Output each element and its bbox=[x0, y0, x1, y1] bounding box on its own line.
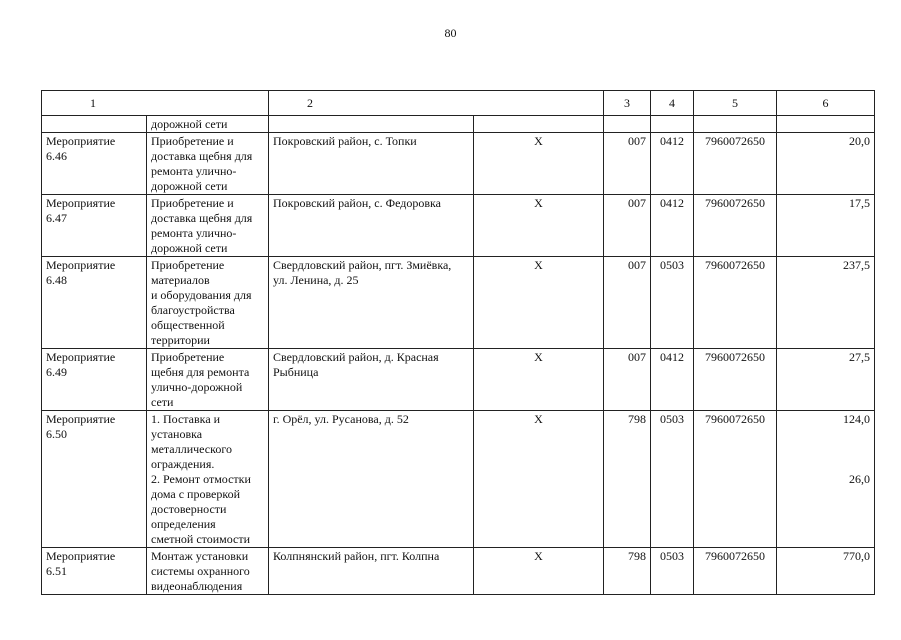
name-cell bbox=[147, 133, 269, 195]
col3-cell bbox=[474, 257, 604, 349]
header-row bbox=[42, 91, 875, 116]
col6-cell-text: 7960072650 bbox=[705, 412, 765, 426]
col6-cell bbox=[694, 411, 777, 548]
name-cell-line: улично-дорожной bbox=[151, 380, 243, 394]
col6-cell-text: 7960072650 bbox=[705, 549, 765, 563]
header-cell-4 bbox=[651, 91, 694, 116]
table-row bbox=[42, 257, 875, 349]
col5-cell-text: 0412 bbox=[660, 196, 684, 210]
col3-cell-text: Х bbox=[534, 258, 543, 272]
col7-cell bbox=[777, 133, 875, 195]
event-cell bbox=[42, 349, 147, 411]
event-cell-line: Мероприятие bbox=[46, 134, 116, 148]
name-cell-line: сметной стоимости bbox=[151, 532, 251, 546]
location-cell-line: Колпнянский район, пгт. Колпна bbox=[273, 549, 440, 563]
col6-cell-text: 7960072650 bbox=[705, 134, 765, 148]
col5-cell bbox=[651, 116, 694, 133]
col5-cell bbox=[651, 349, 694, 411]
col4-cell bbox=[604, 349, 651, 411]
name-cell-line: благоустройства bbox=[151, 303, 235, 317]
name-cell bbox=[147, 257, 269, 349]
col3-cell bbox=[474, 411, 604, 548]
col3-cell bbox=[474, 195, 604, 257]
header-6-text: 6 bbox=[822, 95, 829, 110]
col4-cell bbox=[604, 195, 651, 257]
header-2-text: 2 bbox=[307, 95, 313, 110]
location-cell bbox=[269, 133, 474, 195]
col3-cell bbox=[474, 349, 604, 411]
location-cell-line: Свердловский район, пгт. Змиёвка, bbox=[273, 258, 452, 272]
name-cell-line: дорожной сети bbox=[151, 179, 228, 193]
name-cell bbox=[147, 116, 269, 133]
name-cell-line: 2. Ремонт отмостки bbox=[151, 472, 251, 486]
location-cell-line: Покровский район, с. Федоровка bbox=[273, 196, 441, 210]
name-cell-line: дорожной сети bbox=[151, 241, 228, 255]
event-cell-line: Мероприятие bbox=[46, 196, 116, 210]
col7-cell-line: 237,5 bbox=[843, 258, 870, 272]
col7-cell-line: 20,0 bbox=[849, 134, 870, 148]
col3-cell-text: Х bbox=[534, 549, 543, 563]
col4-cell-text: 798 bbox=[628, 549, 646, 563]
name-cell-line: достоверности bbox=[151, 502, 227, 516]
location-cell-line: г. Орёл, ул. Русанова, д. 52 bbox=[273, 412, 409, 426]
name-cell-line: доставка щебня для bbox=[151, 149, 253, 163]
col3-cell-text: Х bbox=[534, 412, 543, 426]
name-cell-line: ремонта улично- bbox=[151, 226, 237, 240]
page-number: 80 bbox=[444, 26, 457, 40]
col5-cell bbox=[651, 548, 694, 595]
col4-cell bbox=[604, 116, 651, 133]
location-cell bbox=[269, 411, 474, 548]
table-row bbox=[42, 133, 875, 195]
event-cell bbox=[42, 195, 147, 257]
col4-cell bbox=[604, 133, 651, 195]
col7-cell bbox=[777, 548, 875, 595]
name-cell-line: дорожной сети bbox=[151, 117, 228, 131]
col6-cell bbox=[694, 548, 777, 595]
event-cell bbox=[42, 411, 147, 548]
event-cell bbox=[42, 116, 147, 133]
col6-cell-text: 7960072650 bbox=[705, 258, 765, 272]
name-cell-line: Приобретение и bbox=[151, 134, 234, 148]
event-cell-line: 6.51 bbox=[46, 564, 67, 578]
name-cell-line: видеонаблюдения bbox=[151, 579, 243, 593]
col7-cell-line: 27,5 bbox=[849, 350, 870, 364]
col6-cell-text: 7960072650 bbox=[705, 350, 765, 364]
col3-cell-text: Х bbox=[534, 196, 543, 210]
col4-cell-text: 798 bbox=[628, 412, 646, 426]
col7-cell bbox=[777, 349, 875, 411]
name-cell-line: Приобретение и bbox=[151, 196, 234, 210]
col7-cell-line: 17,5 bbox=[849, 196, 870, 210]
event-cell-line: Мероприятие bbox=[46, 412, 116, 426]
col7-cell bbox=[777, 411, 875, 548]
table-row-continuation bbox=[42, 116, 875, 133]
col6-cell bbox=[694, 116, 777, 133]
col6-cell bbox=[694, 349, 777, 411]
event-cell bbox=[42, 548, 147, 595]
name-cell-line: дома с проверкой bbox=[151, 487, 241, 501]
col6-cell bbox=[694, 257, 777, 349]
event-cell-line: 6.48 bbox=[46, 273, 67, 287]
col5-cell-text: 0503 bbox=[660, 258, 684, 272]
name-cell-line: доставка щебня для bbox=[151, 211, 253, 225]
header-3-text: 3 bbox=[624, 95, 630, 110]
col4-cell bbox=[604, 257, 651, 349]
col6-cell bbox=[694, 195, 777, 257]
header-cell-1 bbox=[42, 91, 269, 116]
col6-cell bbox=[694, 133, 777, 195]
event-cell-line: 6.50 bbox=[46, 427, 67, 441]
name-cell-line: металлического bbox=[151, 442, 232, 456]
name-cell-line: Приобретение bbox=[151, 350, 225, 364]
col5-cell-text: 0412 bbox=[660, 350, 684, 364]
location-cell-line: ул. Ленина, д. 25 bbox=[273, 273, 359, 287]
col4-cell-text: 007 bbox=[628, 258, 646, 272]
col7-cell-line: 26,0 bbox=[849, 472, 870, 486]
name-cell-line: ограждения. bbox=[151, 457, 215, 471]
table-row bbox=[42, 548, 875, 595]
col4-cell-text: 007 bbox=[628, 196, 646, 210]
name-cell-line: определения bbox=[151, 517, 216, 531]
header-4-text: 4 bbox=[669, 95, 675, 110]
col7-cell bbox=[777, 257, 875, 349]
name-cell-line: территории bbox=[151, 333, 210, 347]
name-cell-line: системы охранного bbox=[151, 564, 250, 578]
col5-cell bbox=[651, 411, 694, 548]
name-cell-line: установка bbox=[151, 427, 203, 441]
col4-cell bbox=[604, 548, 651, 595]
name-cell-line: Монтаж установки bbox=[151, 549, 249, 563]
col3-cell-text: Х bbox=[534, 134, 543, 148]
location-cell-line: Свердловский район, д. Красная bbox=[273, 350, 439, 364]
name-cell-line: 1. Поставка и bbox=[151, 412, 221, 426]
name-cell bbox=[147, 349, 269, 411]
col5-cell bbox=[651, 257, 694, 349]
name-cell-line: общественной bbox=[151, 318, 225, 332]
col3-cell bbox=[474, 116, 604, 133]
name-cell bbox=[147, 411, 269, 548]
event-cell-line: Мероприятие bbox=[46, 258, 116, 272]
col3-cell bbox=[474, 133, 604, 195]
col5-cell bbox=[651, 133, 694, 195]
document-table bbox=[41, 90, 875, 595]
col4-cell-text: 007 bbox=[628, 350, 646, 364]
col7-cell bbox=[777, 195, 875, 257]
col7-cell bbox=[777, 116, 875, 133]
header-cell-3 bbox=[604, 91, 651, 116]
col4-cell bbox=[604, 411, 651, 548]
header-cell-5 bbox=[694, 91, 777, 116]
name-cell bbox=[147, 195, 269, 257]
table-body bbox=[42, 116, 875, 595]
table-row bbox=[42, 349, 875, 411]
table-row bbox=[42, 195, 875, 257]
col7-cell-line: 124,0 bbox=[843, 412, 870, 426]
name-cell-line: щебня для ремонта bbox=[151, 365, 250, 379]
col4-cell-text: 007 bbox=[628, 134, 646, 148]
col5-cell bbox=[651, 195, 694, 257]
event-cell-line: 6.49 bbox=[46, 365, 67, 379]
name-cell-line: и оборудования для bbox=[151, 288, 252, 302]
col5-cell-text: 0412 bbox=[660, 134, 684, 148]
location-cell bbox=[269, 548, 474, 595]
col5-cell-text: 0503 bbox=[660, 549, 684, 563]
name-cell-line: материалов bbox=[151, 273, 210, 287]
event-cell-line: Мероприятие bbox=[46, 350, 116, 364]
name-cell-line: сети bbox=[151, 395, 174, 409]
col3-cell-text: Х bbox=[534, 350, 543, 364]
location-cell bbox=[269, 195, 474, 257]
location-cell bbox=[269, 257, 474, 349]
event-cell bbox=[42, 133, 147, 195]
header-cell-6 bbox=[777, 91, 875, 116]
header-5-text: 5 bbox=[732, 95, 738, 110]
name-cell bbox=[147, 548, 269, 595]
name-cell-line: Приобретение bbox=[151, 258, 225, 272]
name-cell-line: ремонта улично- bbox=[151, 164, 237, 178]
table-row bbox=[42, 411, 875, 548]
event-cell-line: Мероприятие bbox=[46, 549, 116, 563]
col3-cell bbox=[474, 548, 604, 595]
location-cell-line: Рыбница bbox=[273, 365, 319, 379]
event-cell-line: 6.46 bbox=[46, 149, 67, 163]
event-cell bbox=[42, 257, 147, 349]
event-cell-line: 6.47 bbox=[46, 211, 67, 225]
location-cell-line: Покровский район, с. Топки bbox=[273, 134, 417, 148]
col6-cell-text: 7960072650 bbox=[705, 196, 765, 210]
header-cell-2 bbox=[269, 91, 604, 116]
header-1-text: 1 bbox=[90, 95, 96, 110]
location-cell bbox=[269, 349, 474, 411]
col5-cell-text: 0503 bbox=[660, 412, 684, 426]
location-cell bbox=[269, 116, 474, 133]
col7-cell-line: 770,0 bbox=[843, 549, 870, 563]
